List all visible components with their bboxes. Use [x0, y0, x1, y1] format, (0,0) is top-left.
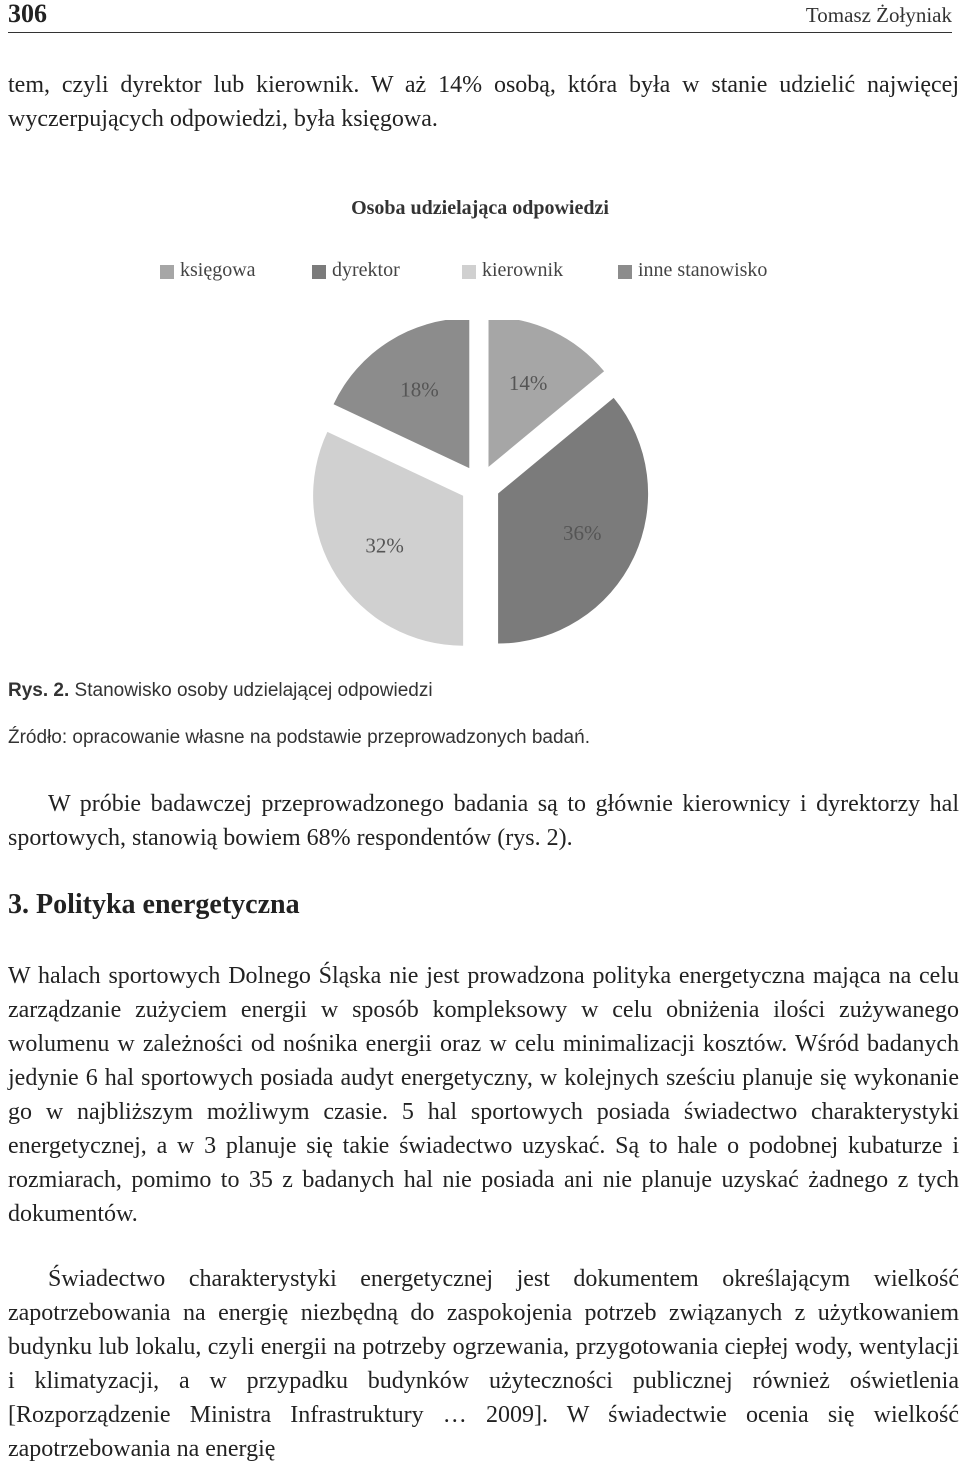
running-head-author: Tomasz Żołyniak	[805, 3, 952, 27]
legend-swatch	[160, 265, 174, 279]
figure-caption	[8, 680, 433, 702]
figure-caption-text: Stanowisko osoby udzielającej odpowiedzi	[74, 680, 433, 701]
legend-label: księgowa	[180, 259, 256, 281]
section-heading: 3. Polityka energetyczna	[8, 889, 300, 920]
figure-caption-label: Rys. 2.	[8, 680, 70, 701]
section-paragraph-2: Świadectwo charakterystyki energetycznej jest dokumentem określającym wielkość zapotrzebowania na energię niezbędną do zaspokojenia potrzeb związanych z użytkowaniem budynku lub lokalu, czyli energii na potrzeby ogrzewania, przygotowania ciepłej wody, wentylacji i klimatyzacji, a w przypadku budynków użyteczności publicznej również oświetlenia [Rozporządzenie Ministra Infrastruktury … 2009]. W świadectwie ocenia się wielkość zapotrzebowania na energię	[8, 1266, 959, 1462]
chart-legend	[0, 259, 960, 289]
pie-label-dyrektor: 36%	[562, 521, 602, 546]
page-header	[8, 0, 952, 33]
legend-swatch	[618, 265, 632, 279]
pie-label-kierownik: 32%	[365, 533, 404, 558]
legend-swatch	[312, 265, 326, 279]
legend-swatch	[462, 265, 476, 279]
chart-title: Osoba udzielająca odpowiedzi	[351, 197, 609, 219]
intro-paragraph: tem, czyli dyrektor lub kierownik. W aż 14% osobą, która była w stanie udzielić najwięcej wyczerpujących odpowiedzi, była księgowa.	[8, 72, 959, 132]
legend-label: dyrektor	[332, 259, 400, 281]
legend-label: kierownik	[482, 259, 564, 281]
legend-label: inne stanowisko	[638, 259, 768, 281]
figure-source: Źródło: opracowanie własne na podstawie przeprowadzonych badań.	[8, 727, 590, 748]
page-number: 306	[8, 0, 47, 28]
pie-label-inne-stanowisko: 18%	[400, 377, 439, 402]
pie-label-księgowa: 14%	[508, 370, 548, 395]
pie-chart	[0, 320, 960, 660]
section-paragraph-1: W halach sportowych Dolnego Śląska nie jest prowadzona polityka energetyczna mająca na celu zarządzanie zużyciem energii w sposób kompleksowy w celu obniżenia ilości zużywanego wolumenu w zależności od nośnika energii oraz w celu minimalizacji kosztów. Wśród badanych jedynie 6 hal sportowych posiada audyt energetyczny, w kolejnych sześciu planuje się wykonanie go w najbliższym możliwym czasie. 5 hal sportowych posiada świadectwo charakterystyki energetycznej, a w 3 planuje się takie świadectwo uzyskać. Są to hale o podobnej kubaturze i rozmiarach, pomimo to 35 z badanych hal nie posiada ani nie planuje uzyskać żadnego z tych dokumentów.	[8, 963, 959, 1227]
summary-paragraph: W próbie badawczej przeprowadzonego badania są to głównie kierownicy i dyrektorzy hal sportowych, stanowią bowiem 68% respondentów (rys. 2).	[8, 791, 959, 851]
